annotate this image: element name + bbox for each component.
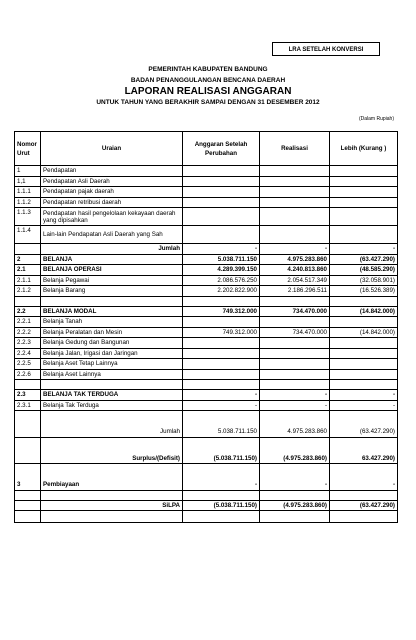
- table-row: 2.3.1 Belanja Tak Terduga - - -: [15, 400, 398, 411]
- spacer-row: [15, 511, 398, 523]
- table-row: 1.1.4 Lain-lain Pendapatan Asli Daerah yang Sah: [15, 226, 398, 244]
- table-row: 1.1.2 Pendapatan retribusi daerah: [15, 197, 398, 208]
- table-row: 2 BELANJA 5.038.711.150 4.975.283.860 (63.427.290): [15, 254, 398, 265]
- col-realisasi: Realisasi: [260, 132, 330, 166]
- col-anggaran: Anggaran Setelah Perubahan: [183, 132, 260, 166]
- table-row: 2.2.3 Belanja Gedung dan Bangunan: [15, 338, 398, 349]
- table-row: 2.2.2 Belanja Peralatan dan Mesin 749.312.000 734.470.000 (14.842.000): [15, 327, 398, 338]
- table-row: 2.2.6 Belanja Aset Lainnya: [15, 369, 398, 380]
- currency-unit: (Dalam Rupiah): [358, 116, 394, 122]
- table-row: 2.1 BELANJA OPERASI 4.289.399.150 4.240.813.860 (48.585.290): [15, 265, 398, 276]
- government-name: PEMERINTAH KABUPATEN BANDUNG: [148, 66, 268, 73]
- report-title: LAPORAN REALISASI ANGGARAN: [124, 86, 292, 97]
- table-row: 1 Pendapatan: [15, 166, 398, 177]
- table-row: 1,1 Pendapatan Asli Daerah: [15, 176, 398, 187]
- table-row: 2.2.5 Belanja Aset Tetap Lainnya: [15, 359, 398, 370]
- col-lebih-kurang: Lebih (Kurang ): [330, 132, 398, 166]
- table-header-row: [15, 132, 398, 166]
- jumlah-total-row: Jumlah 5.038.711.150 4.975.283.860 (63.427.290): [15, 427, 398, 438]
- spacer-row: [15, 296, 398, 306]
- table-row: 1.1.1 Pendapatan pajak daerah: [15, 187, 398, 198]
- spacer-row: [15, 490, 398, 500]
- table-row: 2.1.2 Belanja Barang 2.202.822.900 2.186.296.511 (16.526.389): [15, 286, 398, 297]
- spacer-row: [15, 437, 398, 453]
- table-row: 2.2.1 Belanja Tanah: [15, 317, 398, 328]
- col-uraian: Uraian: [41, 132, 183, 166]
- spacer-row: [15, 411, 398, 427]
- pembiayaan-row: 3 Pembiayaan - - -: [15, 480, 398, 491]
- agency-name: BADAN PENANGGULANGAN BENCANA DAERAH: [130, 77, 286, 84]
- table-row: 2.3 BELANJA TAK TERDUGA - - -: [15, 390, 398, 401]
- col-nomor: Nomor Urut: [15, 132, 41, 166]
- table-row: Jumlah - - -: [15, 244, 398, 255]
- budget-realization-table: [14, 131, 398, 523]
- conversion-badge: LRA SETELAH KONVERSI: [272, 42, 380, 56]
- table-row: 2.1.1 Belanja Pegawai 2.086.576.250 2.054.517.349 (32.058.901): [15, 275, 398, 286]
- table-row: 2.2 BELANJA MODAL 749.312.000 734.470.000 (14.842.000): [15, 306, 398, 317]
- silpa-row: SiLPA (5.038.711.150) (4.975.283.860) (63.427.290): [15, 500, 398, 511]
- table-row: 2.2.4 Belanja Jalan, Irigasi dan Jaringan: [15, 348, 398, 359]
- spacer-row: [15, 464, 398, 480]
- report-period: UNTUK TAHUN YANG BERAKHIR SAMPAI DENGAN 31 DESEMBER 2012: [96, 99, 320, 106]
- table-row: 1.1.3 Pendapatan hasil pengelolaan kekayaan daerah yang dipisahkan: [15, 208, 398, 226]
- spacer-row: [15, 380, 398, 390]
- surplus-defisit-row: Surplus/(Defisit) (5.038.711.150) (4.975.283.860) 63.427.290): [15, 453, 398, 464]
